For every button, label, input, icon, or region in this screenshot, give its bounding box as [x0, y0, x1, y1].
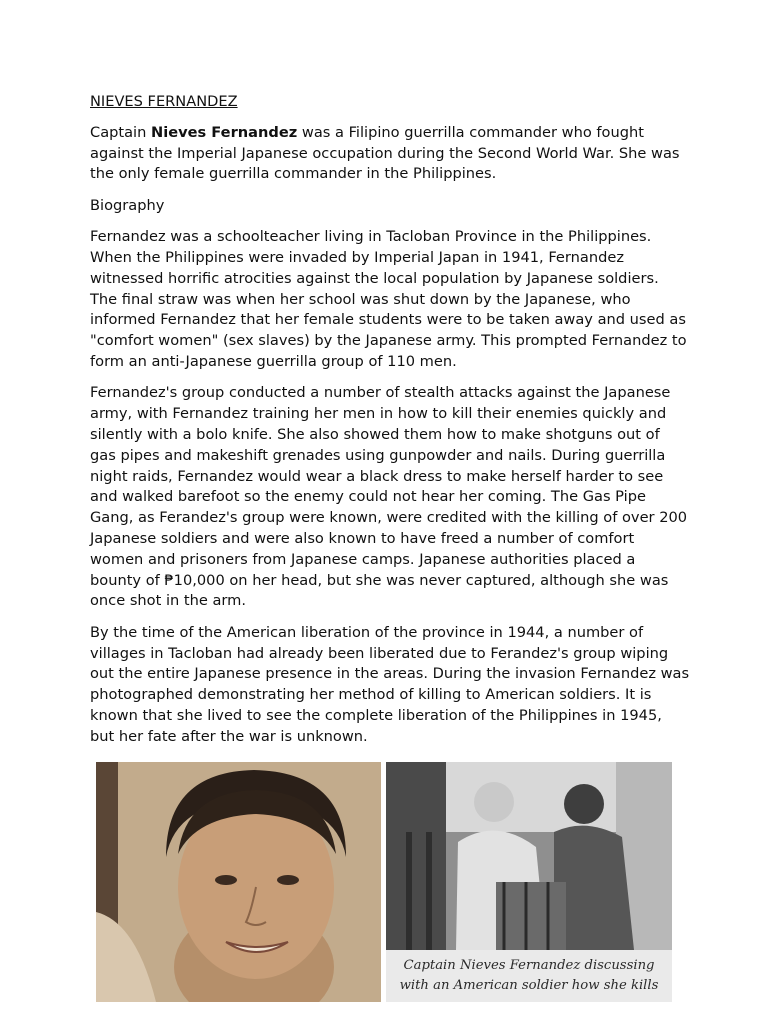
body-paragraph-3: By the time of the American liberation of the province in 1944, a number of villages in Tacloban had already been liberated due to Ferandez's group wiping out the entire Japanese presence in the areas. During the invasion Fernandez was photographed demonstrating her method of killing to American soldiers. It is known that she lived to see the complete liberation of the Philippines in 1945, but her fate after the war is unknown. — [90, 623, 690, 745]
soldier-photo — [386, 762, 672, 1002]
subject-name: Nieves Fernandez — [151, 123, 298, 141]
body-paragraph-2: Fernandez's group conducted a number of stealth attacks against the Japanese army, with Fernandez training her men in how to kill their enemies quickly and silently with a bolo knife. She also showed them how to make shotguns out of gas pipes and makeshift grenades using gunpowder and nails. During guerrilla night raids, Fernandez would wear a black dress to make herself harder to see and walked barefoot so the enemy could not hear her coming. The Gas Pipe Gang, as Ferandez's group were known, were credited with the killing of over 200 Japanese soldiers and were also known to have freed a number of comfort women and prisoners from Japanese camps. Japanese authorities placed a bounty of ₱10,000 on her head, but she was never captured, although she was once shot in the arm. — [90, 384, 688, 610]
intro-rest: was a Filipino guerrilla commander who fought against the Imperial Japanese occupation during the Second World War. She was the only female guerrilla commander in the Philippines. — [90, 123, 680, 183]
body-paragraph-1: Fernandez was a schoolteacher living in Tacloban Province in the Philippines. When the Philippines were invaded by Imperial Japan in 1941, Fernandez witnessed horrific atrocities against the local population by Japanese soldiers. The final straw was when her school was shut down by the Japanese, who informed Fernandez that her female students were to be taken away and used as "comfort women" (sex slaves) by the Japanese army. This prompted Fernandez to form an anti-Japanese guerrilla group of 110 men. — [90, 228, 687, 370]
document-title: NIEVES FERNANDEZ — [90, 93, 238, 110]
portrait-photo — [96, 762, 381, 1002]
caption-line-1: Captain Nieves Fernandez discussing — [403, 958, 655, 973]
portrait-illustration — [96, 762, 381, 1002]
photo-figure — [96, 762, 672, 1002]
intro-prefix: Captain — [90, 123, 152, 141]
section-heading: Biography — [90, 196, 165, 214]
photo-caption — [386, 950, 672, 1002]
document-body — [90, 92, 690, 758]
intro-paragraph — [90, 123, 690, 185]
caption-line-2: with an American soldier how she kills — [399, 978, 659, 993]
